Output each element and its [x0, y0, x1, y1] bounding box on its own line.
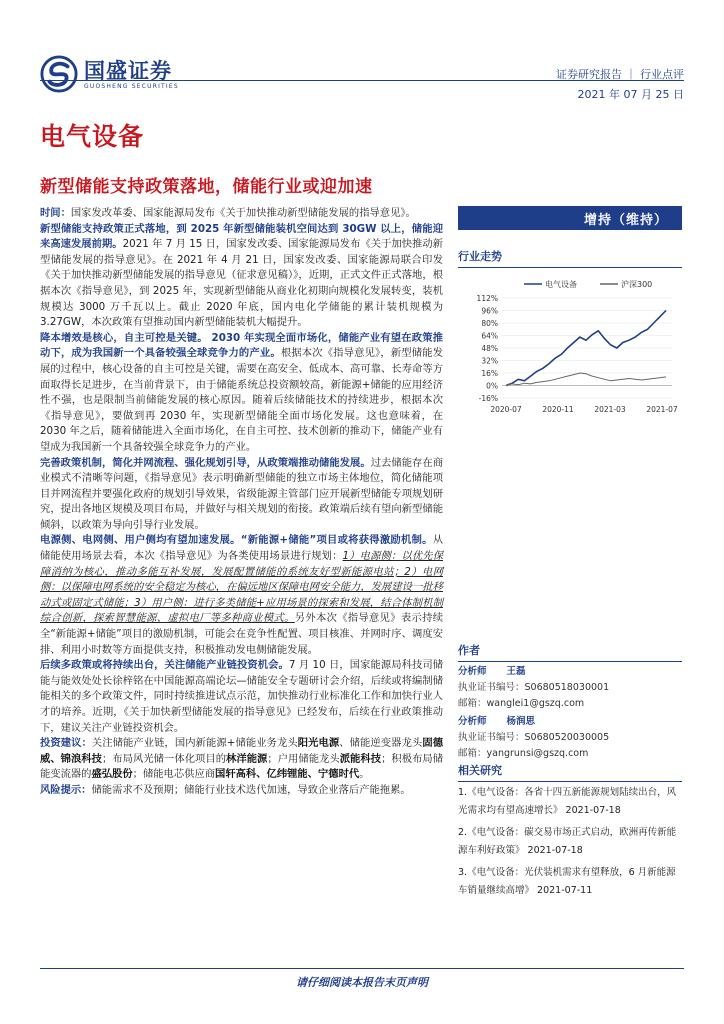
- author-2-cert: S0680520030005: [524, 732, 610, 743]
- paragraph-outlook: [40, 658, 443, 736]
- logo-name-cn: 国盛证券: [84, 57, 172, 83]
- author-2: [458, 714, 682, 762]
- y-tick-label: 0%: [486, 381, 498, 391]
- cost-highlight: 降本增效是核心，自主可控是关键。 2030 年实现全面市场化，储能产业有望在政策推动下，成为我国新一个具备较强全球竞争力的产业。: [40, 331, 443, 360]
- author-1-cert: S0680518030001: [524, 682, 610, 693]
- sector-title: 电气设备: [40, 122, 145, 151]
- investment-label: 投资建议：: [40, 737, 92, 750]
- author-2-email[interactable]: yangrunsi@gszq.com: [486, 748, 589, 759]
- investment-text-g: ；户用储能龙头: [267, 752, 340, 765]
- main-body: [40, 206, 443, 799]
- logo-name-en: GUOSHENG SECURITIES: [84, 82, 179, 90]
- paragraph-policy: [40, 222, 443, 331]
- related-item-2-date: 2021-07-18: [527, 845, 583, 856]
- investment-text-e: ；布局风光储一体化项目的: [102, 752, 227, 765]
- stock-linyang: 林洋能源: [226, 752, 268, 765]
- legend-label-2: 沪深300: [621, 280, 653, 289]
- stock-sinexcel: 盛弘股份: [91, 768, 133, 781]
- related-item[interactable]: [458, 864, 682, 900]
- paragraph-time: [40, 206, 443, 222]
- time-label: 时间：: [40, 207, 71, 219]
- related-item[interactable]: [458, 824, 682, 860]
- investment-text-k: ；储能电芯供应商: [132, 768, 216, 781]
- outlook-highlight: 后续多政策或将持续出台，关注储能产业链投资机会。: [40, 659, 289, 672]
- x-tick-label: 2021-03: [594, 405, 626, 414]
- investment-text-i: ；积极布局储能变流器的: [40, 752, 444, 781]
- author-1-name: 王磊: [506, 666, 526, 677]
- stock-sungrow: 阳光电源: [297, 737, 340, 750]
- sidebar: [458, 206, 682, 896]
- stock-battery-makers: 国轩高科、亿纬锂能、宁德时代: [215, 768, 360, 781]
- author-2-role: 分析师: [458, 716, 487, 727]
- related-item-1-date: 2021-07-18: [565, 805, 621, 816]
- paragraph-cost: [40, 331, 443, 456]
- author-1-role: 分析师: [458, 666, 487, 677]
- y-tick-label: 16%: [481, 369, 498, 378]
- scenarios-highlight: 电源侧、电网侧、用户侧均有望加速发展。“新能源+储能”项目或将获得激励机制。: [40, 534, 433, 547]
- report-headline: 新型储能支持政策落地，储能行业或迎加速: [40, 177, 373, 197]
- related-list: [458, 784, 682, 904]
- related-item-3-date: 2021-07-11: [537, 885, 593, 896]
- author-1-email[interactable]: wanglei1@gszq.com: [486, 698, 585, 709]
- mechanism-highlight: 完善政策机制，简化并网流程、强化规划引导，从政策端推动储能发展。: [40, 456, 371, 469]
- policy-text: 2021 年 7 月 15 日，国家发改委、国家能源局发布《关于加快推动新型储能发展的指导意见》。在 2021 年 4 月 21 日，国家发改委、国家能源局联合印发《关于加快推动新型储能发展的指导意见（征求意见稿）》，近期，正式文件正式落地，根据本次《指导意见》，到 2025 年，实现新型储能从商业化初期向规模化发展转变，装机规模达 3000 万千瓦以上。截止 2020 年底，国内电化学储能的累计装机规模为 3.27GW，本次政策有望推动国内新型储能装机大幅提升。: [40, 238, 443, 329]
- related-item-1-index: 1.: [458, 787, 468, 798]
- scenarios-italic: 1）电源侧：以优先保障消纳为核心，推动多能互补发展，发展配置储能的系统友好型新能源电站；2）电网侧：以保障电网系统的安全稳定为核心，在偏远地区保障电网安全能力，发展建设一批移动式或固定式储能；3）用户侧：进行多类储能+应用场景的探索和发展，结合体制机制综合创新，探索智慧能源、虚拟电厂等多种商业模式。: [40, 550, 443, 625]
- risk-label: 风险提示：: [40, 783, 92, 796]
- trend-title: 行业走势: [458, 248, 682, 268]
- investment-text-a: 关注储能产业链，国内新能源+储能业务龙头: [91, 737, 298, 750]
- scenarios-text-1: 从储能使用场景去看，本次《指导意见》为各类使用场景进行规划：: [40, 534, 443, 563]
- related-title: 相关研究: [458, 762, 682, 782]
- trend-chart: [458, 268, 682, 616]
- time-text: 国家发改革委、国家能源局发布《关于加快推动新型储能发展的指导意见》。: [70, 207, 416, 219]
- paragraph-investment: [40, 736, 443, 783]
- report-type: 证券研究报告 ｜ 行业点评: [556, 68, 684, 81]
- scenarios-text-2: 另外本次《指导意见》表示持续全“新能源+储能”项目的激励机制，可能会在竞争性配置、项目核准、并网时序、调度安排、利用小时数等方面提供支持，积极推动发电侧储能发展。: [40, 612, 444, 656]
- author-2-cert-label: 执业证书编号：: [458, 732, 525, 743]
- y-tick-label: 96%: [481, 306, 498, 316]
- paragraph-risk: [40, 783, 443, 799]
- y-tick-label: 48%: [481, 344, 498, 353]
- x-tick-label: 2021-07: [646, 405, 678, 414]
- stock-pylontech: 派能科技: [339, 752, 382, 765]
- rating-badge: 增持（维持）: [458, 206, 682, 230]
- related-item[interactable]: [458, 784, 682, 820]
- series-line-2: [506, 373, 666, 386]
- investment-text-c: 、储能逆变器龙头: [339, 737, 423, 750]
- y-tick-label: 112%: [476, 294, 498, 303]
- trend-chart-svg: [458, 268, 682, 418]
- related-item-2-title: 《电气设备：碳交易市场正式启动，欧洲再传新能源车利好政策》: [458, 827, 677, 856]
- logo-mark-icon: [40, 55, 78, 93]
- outlook-text: 7 月 10 日，国家能源局科技司储能与能效处处长徐梓铭在中国能源高端论坛—储能安全专题研讨会介绍，后续或将编制储能相关的多个政策文件，同时持续推进试点示范，加快推动行业标准化工作和加快行业人才的培养。近期，《关于加快新型储能发展的指导意见》已经发布，后续在行业政策推动下，建议关注产业链投资机会。: [40, 659, 443, 734]
- y-tick-label: -16%: [478, 394, 498, 403]
- related-item-2-index: 2.: [458, 827, 468, 838]
- header-divider: [40, 80, 684, 81]
- company-logo: [40, 52, 210, 96]
- author-1-cert-label: 执业证书编号：: [458, 682, 525, 693]
- mechanism-text: 过去储能存在商业模式不清晰等问题，《指导意见》表示明确新型储能的独立市场主体地位，简化储能项目并网流程并要强化政府的规划引导效果，省级能源主管部门应开展新型储能专项规划研究，提出各地区规模及项目布局，并做好与相关规划的衔接。政策端后续有望向新型储能倾斜，以政策为导向引导行业发展。: [40, 456, 444, 531]
- y-tick-label: 32%: [481, 356, 498, 366]
- y-tick-label: 80%: [481, 319, 498, 328]
- investment-text-m: 。: [359, 768, 370, 781]
- y-tick-label: 64%: [481, 331, 498, 341]
- legend-label-1: 电气设备: [545, 280, 577, 289]
- report-date: 2021 年 07 月 25 日: [577, 88, 684, 101]
- cost-text: 根据本次《指导意见》，新型储能发展的过程中，核心设备的自主可控是关键，需要在高安全、低成本、高可靠、长寿命等方面取得长足进步，在当前背景下，由于储能系统总投资额较高，新能源+储能的应用经济性不强，也是限制当前储能发展的核心原因。随着后续储能技术的持续进步，根据本次《指导意见》，要做到再 2030 年，实现新型储能全面市场化发展。这也意味着，在 2030 年之后，随着储能进入全面市场化，在自主可控、技术创新的推动下，储能产业有望成为我国新一个具备较强全球竞争力的产业。: [40, 347, 444, 453]
- author-1-email-label: 邮箱：: [458, 698, 487, 709]
- paragraph-mechanism: [40, 456, 443, 534]
- related-item-3-title: 《电气设备：光伏装机需求有望释放，6 月新能源车销量继续高增》: [458, 867, 676, 896]
- footer-disclaimer: 请仔细阅读本报告末页声明: [296, 976, 428, 989]
- author-2-email-label: 邮箱：: [458, 748, 487, 759]
- related-item-3-index: 3.: [458, 867, 468, 878]
- related-item-1-title: 《电气设备：各省十四五新能源规划陆续出台，风光需求均有望高速增长》: [458, 787, 677, 816]
- paragraph-scenarios: [40, 533, 443, 658]
- stock-goodwe-ginlong: 固德威、锦浪科技: [40, 737, 444, 765]
- author-title: 作者: [458, 642, 682, 662]
- risk-text: 储能需求不及预期；储能行业技术迭代加速，导致企业落后产能拖累。: [91, 783, 411, 796]
- x-tick-label: 2020-11: [542, 405, 574, 414]
- policy-highlight: 新型储能支持政策正式落地，到 2025 年新型储能装机空间达到 30GW 以上，储能迎来高速发展前期。: [40, 222, 443, 251]
- author-1: [458, 664, 682, 712]
- x-tick-label: 2020-07: [490, 405, 522, 414]
- author-list: [458, 664, 682, 762]
- footer-divider: [40, 968, 684, 969]
- author-2-name: 杨润思: [506, 716, 536, 727]
